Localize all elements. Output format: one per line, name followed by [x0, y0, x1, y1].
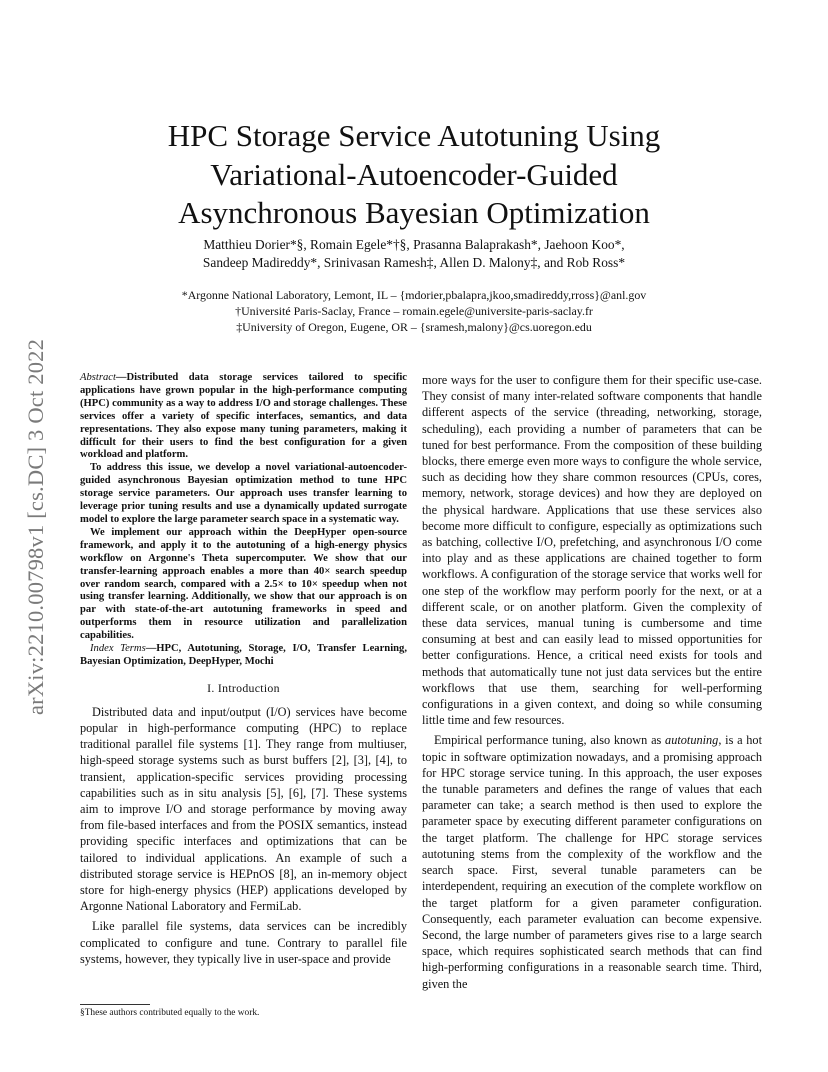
right-column: [422, 372, 762, 996]
abstract-paragraph: We implement our approach within the DeepHyper open-source framework, and apply it to the autotuning of a high-energy physics workflow on Argonne's Theta supercomputer. We show that our transfer-learning approach enables a more than 40× search speedup over random search, compared with a 2.5× to 10× speedup when not using transfer learning. Additionally, we show that our approach is on par with state-of-the-art autotuning frameworks in speed and outperforms them in resource utilization and parallelization capabilities.: [80, 526, 407, 642]
author-line: Matthieu Dorier*§, Romain Egele*†§, Prasanna Balaprakash*, Jaehoon Koo*,: [203, 237, 625, 252]
affiliation-line: †Université Paris-Saclay, France – romain.egele@universite-paris-saclay.fr: [235, 303, 593, 318]
body-paragraph: Distributed data and input/output (I/O) services have become popular in high-performance computing (HPC) to replace traditional parallel file systems [1]. They range from multiuser, high-speed storage systems such as burst buffers [2], [3], [4], to transient, application-specific services providing processing capabilities such as in situ analysis [5], [6], [7]. These systems aim to improve I/O and storage performance by moving away from file-based interfaces and from the POSIX semantics, instead providing specific interfaces and optimizations that can be tailored to individual applications. An example of such a distributed storage service is HEPnOS [8], an in-memory object store for high-energy physics (HEP) applications developed by Argonne National Laboratory and FermiLab.: [80, 704, 407, 914]
index-terms-label: Index Terms: [90, 643, 146, 655]
footnote-rule: [80, 1004, 150, 1005]
abstract-paragraph: Abstract—Distributed data storage services tailored to specific applications have grown popular in the high-performance computing (HPC) community as a way to address I/O and storage challenges. These services offer a variety of specific interfaces, semantics, and data representations. They also expose many tuning parameters, making it difficult for their users to find the best configuration for a given workload and platform.: [80, 372, 407, 461]
author-list: [100, 236, 728, 271]
footnote: §These authors contributed equally to the work.: [80, 1008, 260, 1018]
index-terms: Index Terms—HPC, Autotuning, Storage, I/O, Transfer Learning, Bayesian Optimization, DeepHyper, Mochi: [80, 643, 407, 667]
title-line: HPC Storage Service Autotuning Using: [167, 118, 661, 153]
abstract: [80, 372, 407, 669]
affiliation-line: ‡University of Oregon, Eugene, OR – {sramesh,malony}@cs.uoregon.edu: [236, 319, 592, 334]
abstract-paragraph: To address this issue, we develop a novel variational-autoencoder-guided asynchronous Bayesian optimization method to tune HPC storage service parameters. Our approach uses transfer learning to leverage prior tuning results and use a dynamically updated surrogate model to explore the large parameter search space in a systematic way.: [80, 462, 407, 525]
title-line: Asynchronous Bayesian Optimization: [178, 195, 650, 230]
author-line: Sandeep Madireddy*, Srinivasan Ramesh‡, Allen D. Malony‡, and Rob Ross*: [202, 254, 626, 270]
intro-text-left: [80, 704, 407, 967]
intro-text-right: [422, 372, 762, 992]
title-line: Variational-Autoencoder-Guided: [210, 156, 618, 192]
body-paragraph: more ways for the user to configure them for their specific use-case. They consist of many inter-related software components that handle different aspects of the service (threading, networking, storage, scheduling), each providing a number of parameters that can be tuned for best performance. From the composition of these building blocks, there emerge even more ways to configure the whole service, such as deciding how they share common resources (CPUs, cores, memory, network, storage devices) and how they are deployed on the physical hardware. Applications that use these services also become more difficult to configure, especially as optimizations such as batching, collective I/O, prefetching, and asynchronous I/O come into play and as these applications are chained together to form workflows. A configuration of the storage service that works well for one step of the workflow may perform poorly for the next, or at a different scale, or on another platform. Given the complexity of these data services, manual tuning is cumbersome and time consuming at best and can easily lead to missed opportunities for better configurations. Hence, a critical need exists for tools and methods that automatically tune not just data services but the entire workflows that use them, searching for well-performing configurations in a given context, and doing so while consuming little time and few resources.: [422, 373, 762, 728]
affiliations: [100, 288, 728, 335]
section-heading: I. Introduction: [207, 680, 280, 695]
arxiv-identifier: [12, 292, 60, 762]
affiliation-line: *Argonne National Laboratory, Lemont, IL – {mdorier,pbalapra,jkoo,smadireddy,rross}@anl.gov: [181, 288, 647, 302]
body-paragraph: Like parallel file systems, data services can be incredibly complicated to configure and tune. Contrary to parallel file systems, however, they typically live in user-space and provide: [80, 919, 407, 966]
abstract-label: Abstract: [80, 372, 116, 383]
arxiv-id-text: arXiv:2210.00798v1 [cs.DC] 3 Oct 2022: [23, 338, 48, 716]
body-paragraph: Empirical performance tuning, also known as autotuning, is a hot topic in software optimization nowadays, and a promising approach for HPC storage service tuning. In this approach, the user exposes the tunable parameters and defines the range of values that each parameter can take; a search method is then used to explore the parameter space by executing different parameter configurations on the target platform. The challenge for HPC storage services autotuning stems from the complexity of the workflow and the search space. First, several tunable parameters can be interdependent, requiring an execution of the complete workflow on the target platform for a given parameter configuration. Consequently, each parameter evaluation can become expensive. Second, the large number of parameters gives rise to a large search space, which requires sophisticated search methods that can find high-performing configurations in a reasonable search time. Third, given the: [422, 733, 762, 991]
left-column: [80, 372, 407, 971]
paper-title: [100, 117, 728, 233]
emphasis: autotuning: [665, 733, 719, 748]
